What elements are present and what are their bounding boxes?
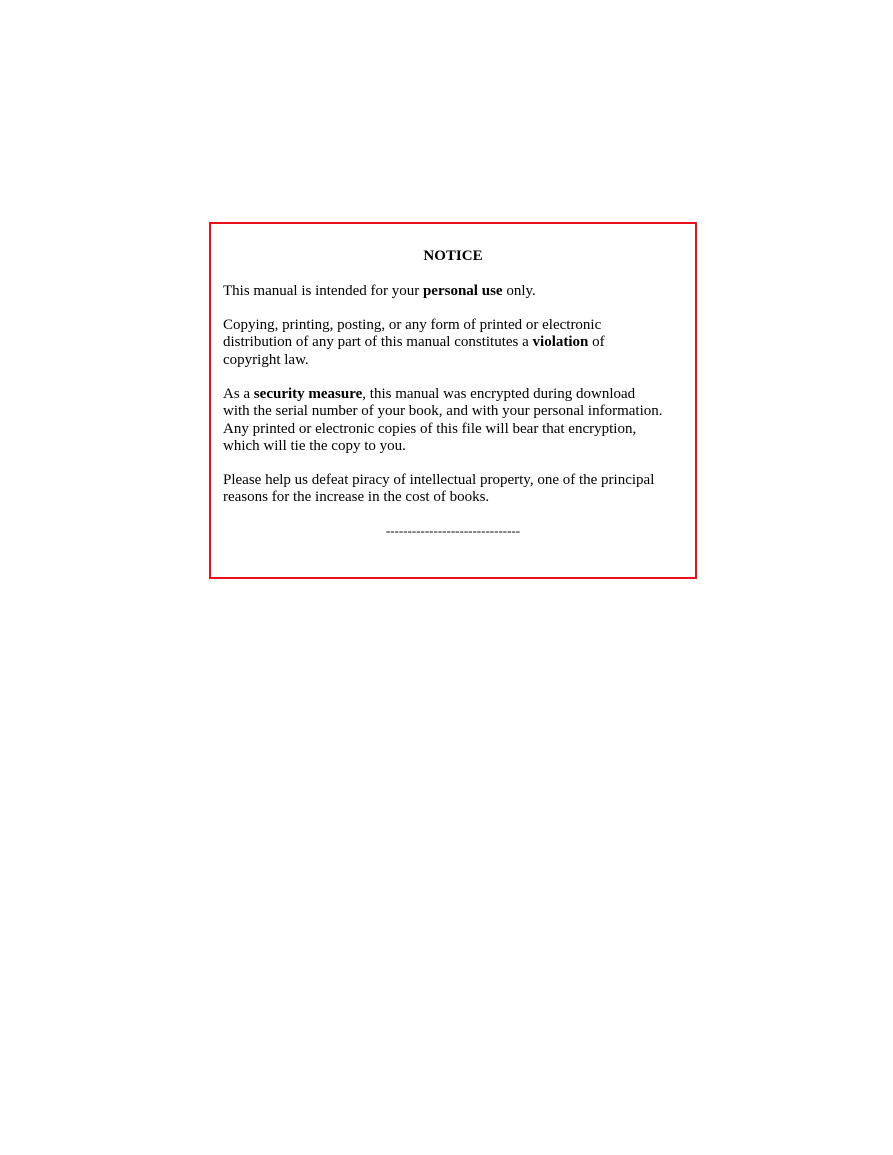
paragraph-line [223, 283, 693, 300]
paragraph-line: copyright law. [223, 351, 309, 368]
text-run: This manual is intended for your [223, 283, 423, 299]
paragraph-line: reasons for the increase in the cost of books. [223, 489, 490, 506]
copyright-violation-paragraph [223, 317, 693, 369]
paragraph-line: Copying, printing, posting, or any form of printed or electronic [223, 317, 602, 333]
paragraph-line: which will tie the copy to you. [223, 437, 406, 454]
text-run: As a [223, 386, 254, 402]
paragraph-line [223, 334, 693, 351]
text-run: only. [502, 283, 536, 299]
emphasis-personal-use: personal use [422, 283, 503, 299]
notice-box [209, 222, 697, 579]
text-run: of [588, 334, 605, 351]
paragraph-line: Please help us defeat piracy of intellectual property, one of the principal [223, 472, 655, 488]
paragraph-line: with the serial number of your book, and with your personal information. [223, 403, 663, 420]
notice-title: NOTICE [423, 248, 483, 264]
emphasis-violation: violation [532, 334, 589, 351]
paragraph-line [223, 386, 693, 403]
dashed-divider: ------------------------------- [385, 523, 521, 538]
emphasis-security-measure: security measure [253, 386, 363, 402]
text-run: , this manual was encrypted during download [362, 386, 636, 402]
paragraph-line: Any printed or electronic copies of this file will bear that encryption, [223, 420, 637, 437]
text-run: distribution of any part of this manual constitutes a [223, 334, 533, 351]
personal-use-paragraph [223, 283, 693, 300]
piracy-paragraph [223, 472, 693, 507]
security-measure-paragraph [223, 386, 693, 455]
